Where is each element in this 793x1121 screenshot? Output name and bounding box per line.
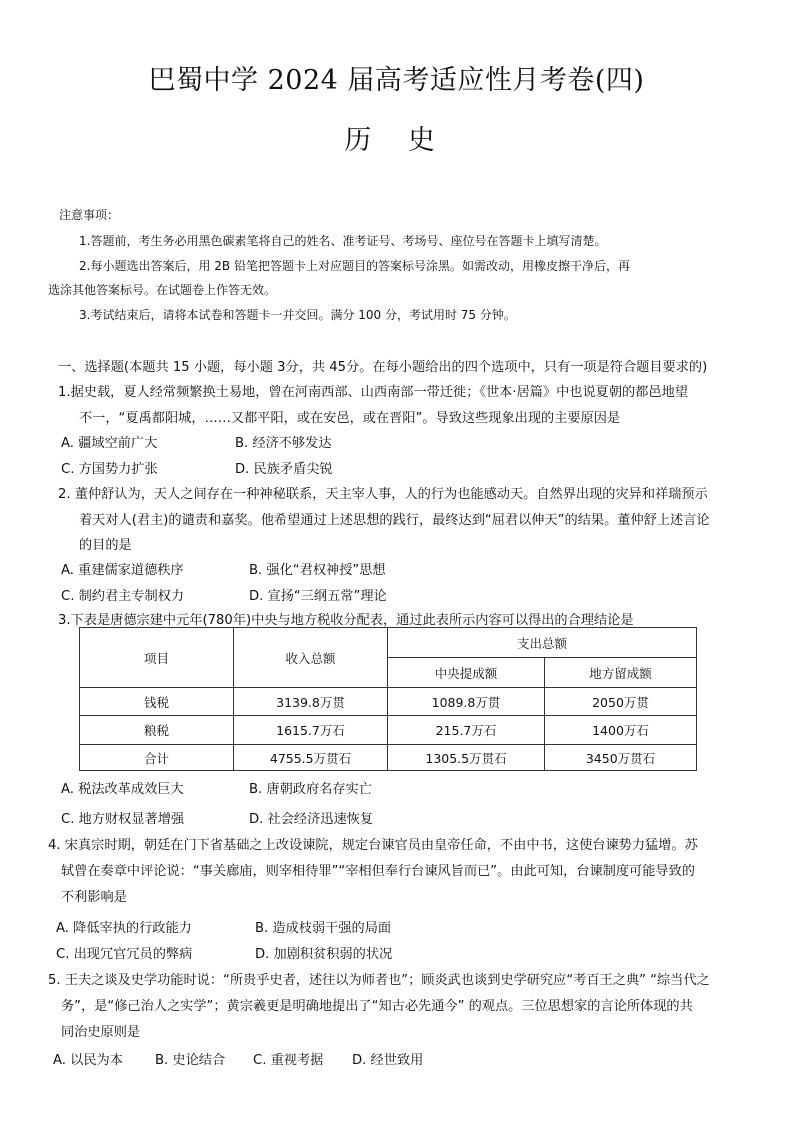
notice-item-3: 3.考试结束后，请将本试卷和答题卡一并交回。满分 100 分，考试用时 75 分钟。: [79, 308, 516, 322]
table-header-item: 项目: [80, 628, 234, 688]
table-row: [80, 745, 697, 771]
table-cell: 1305.5万贯石: [388, 745, 545, 771]
q2-option-c: C. 制约君主专制权力: [61, 589, 185, 604]
q2-option-d: D. 宣扬“三纲五常”理论: [249, 589, 387, 604]
q5-option-b: B. 史论结合: [155, 1053, 226, 1068]
q5-line-3: 同治史原则是: [61, 1025, 141, 1040]
subject-title: 历 史: [344, 125, 449, 156]
q3-option-d: D. 社会经济迅速恢复: [249, 812, 374, 827]
table-cell: 合计: [80, 745, 234, 771]
q1-option-c: C. 方国势力扩张: [61, 462, 158, 477]
q2-option-a: A. 重建儒家道德秩序: [61, 563, 184, 578]
q1-option-b: B. 经济不够发达: [235, 436, 332, 451]
table-cell: 2050万贯: [545, 688, 697, 716]
section-heading: 一、选择题(本题共 15 小题，每小题 3分，共 45分。在每小题给出的四个选项中，只有一项是符合题目要求的): [58, 360, 708, 375]
table-cell: 粮税: [80, 716, 234, 745]
q5-option-c: C. 重视考据: [253, 1053, 324, 1068]
q5-option-d: D. 经世致用: [352, 1053, 424, 1068]
table-header-local: 地方留成额: [545, 658, 697, 688]
notice-heading: 注意事项：: [59, 208, 120, 222]
table-cell: 1615.7万石: [234, 716, 388, 745]
table-cell: 1089.8万贯: [388, 688, 545, 716]
q1-line-1: 1.据史载，夏人经常频繁换土易地，曾在河南西部、山西南部一带迁徙；《世本·居篇》中也说夏朝的都邑地望: [58, 385, 688, 400]
table-header-central: 中央提成额: [388, 658, 545, 688]
q2-option-b: B. 强化“君权神授”思想: [249, 563, 386, 578]
table-header-income: 收入总额: [234, 628, 388, 688]
table-row: [80, 688, 697, 716]
exam-title: 巴蜀中学 2024 届高考适应性月考卷(四): [148, 65, 645, 96]
q5-line-1: 5. 王夫之谈及史学功能时说：“所贵乎史者，述往以为师者也”；顾炎武也谈到史学研究应“考百王之典” “综当代之: [48, 973, 710, 988]
notice-item-1: 1.答题前，考生务必用黑色碳素笔将自己的姓名、准考证号、考场号、座位号在答题卡上填写清楚。: [79, 234, 607, 248]
notice-item-2: 2.每小题选出答案后，用 2B 铅笔把答题卡上对应题目的答案标号涂黑。如需改动，用橡皮擦干净后，再: [79, 259, 630, 273]
q1-line-2: 不一，“夏禹都阳城，……又都平阳，或在安邑，或在晋阳”。导致这些现象出现的主要原因是: [79, 411, 621, 426]
table-cell: 钱税: [80, 688, 234, 716]
q4-line-2: 轼曾在奏章中评论说：“事关廊庙，则宰相待罪”“宰相但奉行台谏风旨而已”。由此可知，台谏制度可能导致的: [61, 864, 695, 879]
q1-option-a: A. 疆域空前广大: [61, 436, 158, 451]
q4-option-c: C. 出现冗官冗员的弊病: [56, 947, 193, 962]
tax-distribution-table: [79, 627, 697, 771]
q3-line-1: 3.下表是唐德宗建中元年(780年)中央与地方税收分配表，通过此表所示内容可以得出的合理结论是: [58, 613, 634, 628]
table-cell: 3450万贯石: [545, 745, 697, 771]
q1-option-d: D. 民族矛盾尖锐: [235, 462, 333, 477]
table-header-expense: 支出总额: [388, 628, 697, 658]
q4-line-3: 不利影响是: [61, 890, 127, 905]
table-row: [80, 716, 697, 745]
q2-line-3: 的目的是: [79, 538, 132, 553]
q5-option-a: A. 以民为本: [53, 1053, 123, 1068]
q3-option-a: A. 税法改革成效巨大: [61, 782, 184, 797]
table-cell: 215.7万石: [388, 716, 545, 745]
q4-line-1: 4. 宋真宗时期，朝廷在门下省基础之上改设谏院，规定台谏官员由皇帝任命，不由中书，这使台谏势力猛增。苏: [48, 838, 698, 853]
table-cell: 1400万石: [545, 716, 697, 745]
q5-line-2: 务”，是“修己治人之实学”；黄宗羲更是明确地提出了“知古必先通今” 的观点。三位思想家的言论所体现的共: [61, 999, 693, 1014]
q3-option-b: B. 唐朝政府名存实亡: [249, 782, 372, 797]
q2-line-2: 着天对人(君主)的谴责和嘉奖。他希望通过上述思想的践行，最终达到“屈君以伸天”的结果。董仲舒上述言论: [79, 513, 710, 528]
q3-option-c: C. 地方财权显著增强: [61, 812, 185, 827]
q4-option-d: D. 加剧积贫积弱的状况: [255, 947, 393, 962]
table-cell: 4755.5万贯石: [234, 745, 388, 771]
q4-option-b: B. 造成枝弱干强的局面: [255, 921, 392, 936]
q4-option-a: A. 降低宰执的行政能力: [56, 921, 192, 936]
notice-item-2-cont: 选涂其他答案标号。在试题卷上作答无效。: [48, 283, 277, 297]
q2-line-1: 2. 董仲舒认为，天人之间存在一种神秘联系，天主宰人事，人的行为也能感动天。自然界出现的灾异和祥瑞预示: [58, 487, 708, 502]
table-cell: 3139.8万贯: [234, 688, 388, 716]
